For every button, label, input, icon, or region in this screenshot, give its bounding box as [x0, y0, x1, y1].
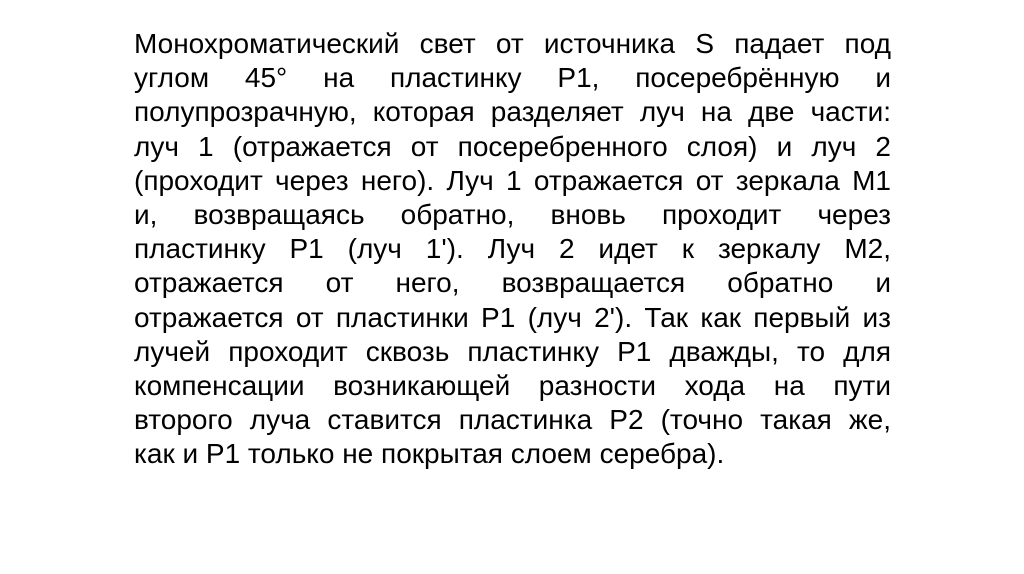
paragraph-line-1: Монохроматический свет от источника S падает под	[134, 28, 891, 59]
paragraph-line-4: луч 1 (отражается от посеребренного слоя) и луч 2	[134, 130, 891, 162]
paragraph-line-11: компенсации возникающей разности хода на пути	[134, 370, 891, 402]
paragraph-line-5: (проходит через него). Луч 1 отражается от зеркала M1	[134, 164, 891, 196]
body-paragraph	[134, 27, 891, 472]
paragraph-line-6: и, возвращаясь обратно, вновь проходит через	[134, 199, 891, 231]
paragraph-line-9: отражается от пластинки P1 (луч 2'). Так как первый из	[134, 301, 891, 333]
paragraph-line-8: отражается от него, возвращается обратно и	[134, 267, 891, 299]
paragraph-line-3: полупрозрачную, которая разделяет луч на две части:	[134, 96, 891, 128]
paragraph-line-7: пластинку P1 (луч 1'). Луч 2 идет к зеркалу M2,	[134, 233, 891, 265]
paragraph-line-2: углом 45° на пластинку P1, посеребрённую и	[134, 62, 891, 94]
paragraph-line-12: второго луча ставится пластинка P2 (точно такая же,	[134, 404, 891, 436]
paragraph-line-10: лучей проходит сквозь пластинку P1 дважды, то для	[134, 335, 891, 367]
paragraph-line-13: как и P1 только не покрытая слоем серебра).	[134, 438, 725, 470]
